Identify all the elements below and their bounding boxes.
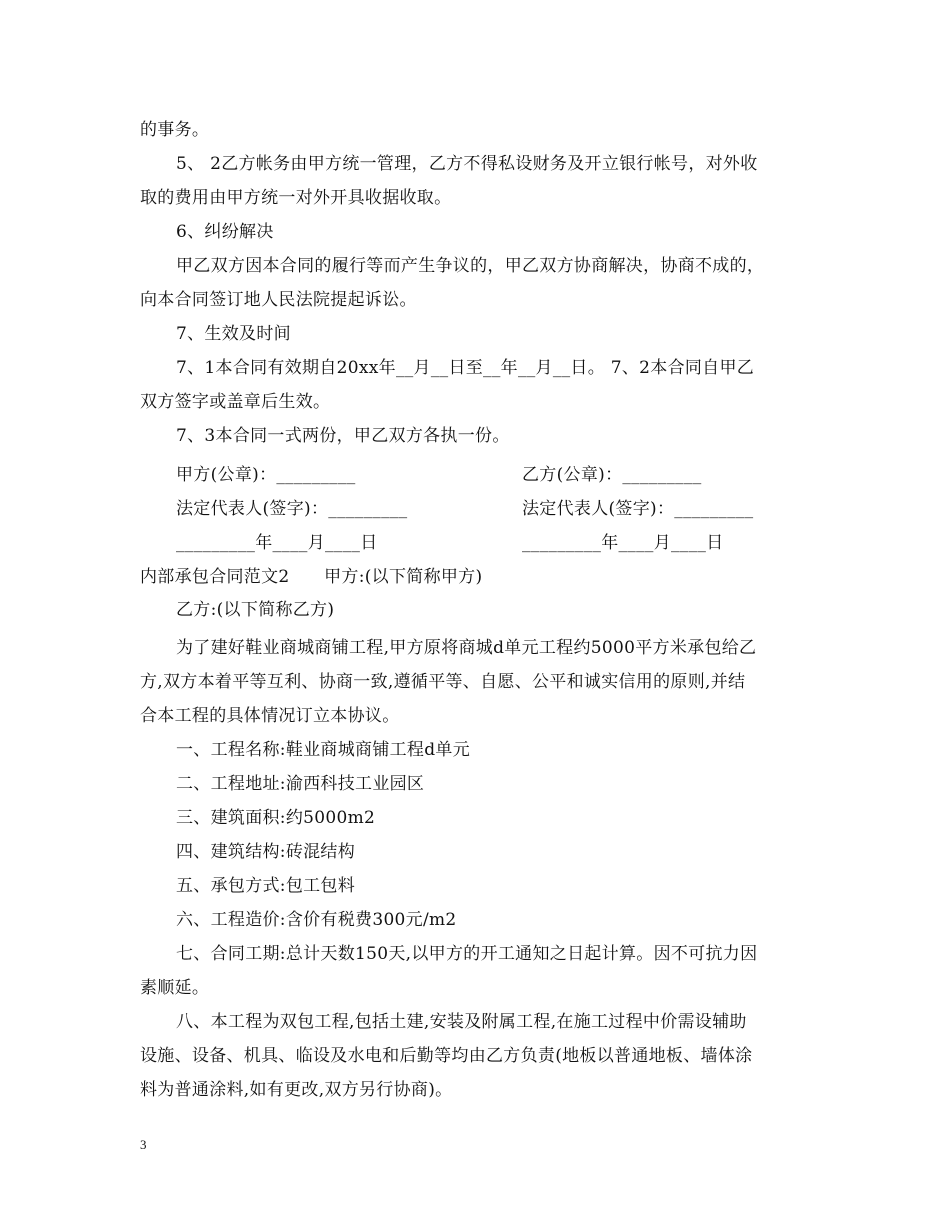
paragraph-line: 甲乙双方因本合同的履行等而产生争议的，甲乙双方协商解决，协商不成的， [176,256,765,276]
paragraph-line: 乙方:(以下简称乙方) [176,600,335,620]
party-a-date-line: _________年____月____日 [176,533,378,553]
clause-line: 五、承包方式:包工包料 [176,876,356,896]
paragraph-line: 的事务。 [140,120,210,140]
contract-title-line: 内部承包合同范文2 甲方:(以下简称甲方) [140,567,483,587]
paragraph-line: 双方签字或盖章后生效。 [140,392,331,412]
clause-line: 八、本工程为双包工程,包括土建,安装及附属工程,在施工过程中价需设辅助 [176,1012,747,1032]
clause-line: 四、建筑结构:砖混结构 [176,842,356,862]
paragraph-line: 方,双方本着平等互利、协商一致,遵循平等、自愿、公平和诚实信用的原则,并结 [140,672,746,692]
paragraph-line: 取的费用由甲方统一对外开具收据收取。 [140,188,452,208]
clause-line: 三、建筑面积:约5000m2 [176,808,376,828]
section-heading: 7、生效及时间 [176,324,291,344]
party-b-date-line: _________年____月____日 [522,533,724,553]
party-b-rep-line: 法定代表人(签字)：_________ [522,499,754,519]
clause-line: 二、工程地址:渝西科技工业园区 [176,774,425,794]
paragraph-line: 素顺延。 [140,978,210,998]
party-a-rep-line: 法定代表人(签字)：_________ [176,499,408,519]
party-b-seal-line: 乙方(公章)：_________ [522,465,702,485]
party-a-seal-line: 甲方(公章)：_________ [176,465,356,485]
clause-line: 七、合同工期:总计天数150天,以甲方的开工通知之日起计算。因不可抗力因 [176,944,758,964]
paragraph-line: 设施、设备、机具、临设及水电和后勤等均由乙方负责(地板以普通地板、墙体涂 [140,1046,753,1066]
paragraph-line: 7、1本合同有效期自20xx年__月__日至__年__月__日。 7、2本合同自甲乙 [176,358,755,378]
clause-line: 六、工程造价:含价有税费300元/m2 [176,910,457,930]
paragraph-line: 向本合同签订地人民法院提起诉讼。 [140,290,417,310]
paragraph-line: 7、3本合同一式两份，甲乙双方各执一份。 [176,426,510,446]
page-number: 3 [140,1137,147,1152]
section-heading: 6、纠纷解决 [176,222,274,242]
clause-line: 一、工程名称:鞋业商城商铺工程d单元 [176,740,471,760]
paragraph-line: 料为普通涂料,如有更改,双方另行协商)。 [140,1080,453,1100]
paragraph-line: 合本工程的具体情况订立本协议。 [140,706,400,726]
paragraph-line: 为了建好鞋业商城商铺工程,甲方原将商城d单元工程约5000平方米承包给乙 [176,638,757,658]
paragraph-line: 5、 2乙方帐务由甲方统一管理，乙方不得私设财务及开立银行帐号，对外收 [176,154,758,174]
